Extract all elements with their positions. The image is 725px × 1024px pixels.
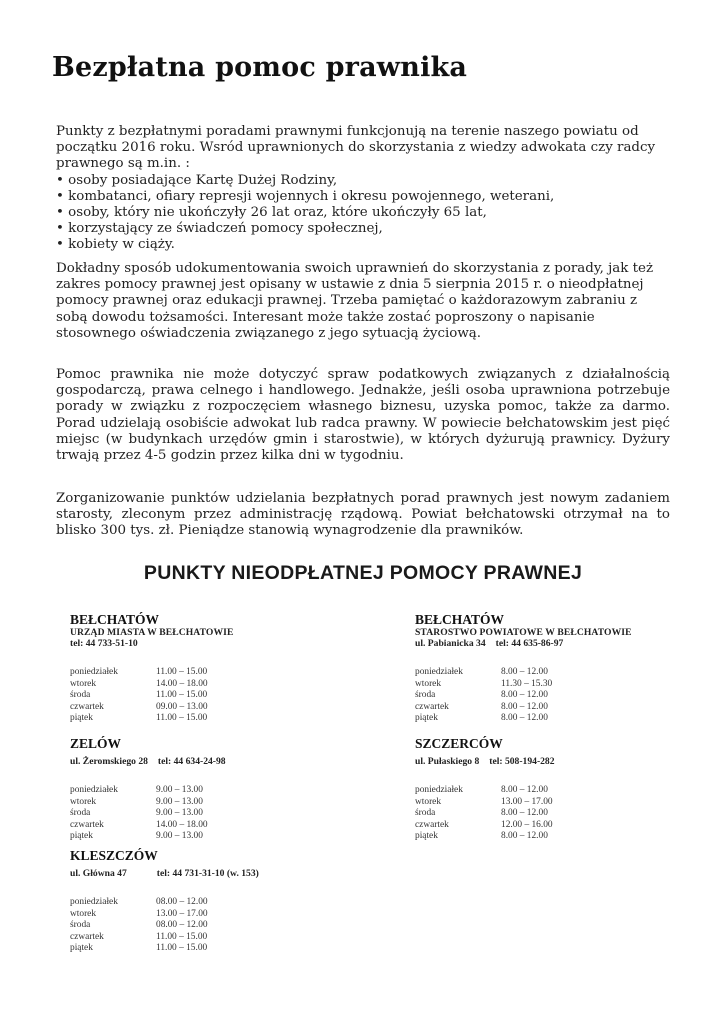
paragraph-scope: Pomoc prawnika nie może dotyczyć spraw podatkowych związanych z działalnością gospodarczą, prawa celnego i handlowego. Jednakże, jeśli osoba uprawniona potrzebuje porady w związku z rozpoczęciem własnego biznesu, uzyska pomoc, także za darmo. Porad udzielają osobiście adwokat lub radca prawny. W powiecie bełchatowskim jest pięć miejsc (w budynkach urzędów gmin i starostwie), w których dyżurują prawnicy. Dyżury trwają przez 4-5 godzin przez kilka dni w tygodniu. <box>56 367 670 464</box>
hours-row <box>70 679 234 691</box>
hours-time: 8.00 – 12.00 <box>501 785 548 795</box>
hours-day: piątek <box>70 943 93 954</box>
poster-title: PUNKTY NIEODPŁATNEJ POMOCY PRAWNEJ <box>143 562 583 584</box>
hours-day: piątek <box>70 713 93 724</box>
hours-time: 9.00 – 13.00 <box>156 808 203 819</box>
hours-time: 09.00 – 13.00 <box>156 701 208 712</box>
hours-time: 8.00 – 12.00 <box>501 713 548 724</box>
office-szczercow <box>415 736 571 843</box>
office-contact <box>415 756 571 767</box>
hours-row <box>415 702 632 714</box>
office-belchatow-county <box>415 612 632 725</box>
hours-time: 8.00 – 12.00 <box>501 667 548 677</box>
hours-time: 8.00 – 12.00 <box>501 701 548 712</box>
hours-time: 14.00 – 18.00 <box>156 819 208 830</box>
office-institution: STAROSTWO POWIATOWE W BEŁCHATOWIE <box>415 627 632 638</box>
hours-day: środa <box>70 690 91 701</box>
legal-aid-poster <box>56 558 670 958</box>
office-phone: tel: 508-194-282 <box>489 756 555 767</box>
hours-row <box>70 690 234 702</box>
office-phone: tel: 44 634-24-98 <box>157 756 226 767</box>
hours-day: czwartek <box>70 931 104 942</box>
hours-row <box>415 797 571 809</box>
office-city: BEŁCHATÓW <box>70 612 160 627</box>
hours-day: środa <box>70 920 91 931</box>
hours-row <box>415 690 632 702</box>
office-hours <box>415 667 632 725</box>
office-hours <box>70 785 226 843</box>
office-address: ul. Pabianicka 34 <box>415 638 486 649</box>
hours-row <box>415 713 632 725</box>
hours-time: 11.00 – 15.00 <box>156 713 208 724</box>
office-contact <box>70 868 259 879</box>
hours-row <box>70 920 259 932</box>
hours-row <box>70 702 234 714</box>
hours-time: 13.00 – 17.00 <box>156 908 208 919</box>
hours-day: piątek <box>70 831 93 842</box>
hours-day: środa <box>70 808 91 819</box>
office-institution: URZĄD MIASTA W BEŁCHATOWIE <box>70 627 234 638</box>
hours-time: 11.00 – 15.00 <box>156 931 208 942</box>
hours-time: 8.00 – 12.00 <box>501 690 548 701</box>
hours-time: 11.00 – 15.00 <box>156 690 208 701</box>
hours-day: wtorek <box>70 678 97 689</box>
hours-day: piątek <box>415 713 438 724</box>
hours-time: 11.00 – 15.00 <box>156 667 208 677</box>
hours-time: 9.00 – 13.00 <box>156 785 203 795</box>
office-zelow <box>70 736 226 843</box>
hours-row <box>70 932 259 944</box>
hours-row <box>70 713 234 725</box>
page-title: Bezpłatna pomoc prawnika <box>52 52 468 83</box>
hours-day: środa <box>415 808 436 819</box>
hours-row <box>415 831 571 843</box>
hours-day: wtorek <box>415 796 442 807</box>
hours-row <box>70 909 259 921</box>
hours-time: 14.00 – 18.00 <box>156 678 208 689</box>
hours-time: 8.00 – 12.00 <box>501 831 548 842</box>
list-item: • kombatanci, ofiary represji wojennych i okresu powojennego, weterani, <box>56 189 676 205</box>
paragraph-funding: Zorganizowanie punktów udzielania bezpłatnych porad prawnych jest nowym zadaniem starosty, zleconym przez administrację rządową. Powiat bełchatowski otrzymał na to blisko 300 tys. zł. Pieniądze stanowią wynagrodzenie dla prawników. <box>56 491 670 539</box>
list-item: • osoby posiadające Kartę Dużej Rodziny, <box>56 173 676 189</box>
hours-row <box>70 820 226 832</box>
office-kleszczow <box>70 848 259 955</box>
hours-row <box>70 667 234 679</box>
office-address: ul. Żeromskiego 28 <box>70 756 148 767</box>
hours-row <box>70 897 259 909</box>
office-city: SZCZERCÓW <box>415 736 503 751</box>
office-city: ZELÓW <box>70 736 122 751</box>
office-address: ul. Główna 47 <box>70 868 127 879</box>
hours-day: wtorek <box>70 796 97 807</box>
hours-day: wtorek <box>415 678 442 689</box>
office-hours <box>70 897 259 955</box>
paragraph-documentation: Dokładny sposób udokumentowania swoich uprawnień do skorzystania z porady, jak też zakres pomocy prawnej jest opisany w ustawie z dnia 5 sierpnia 2015 r. o nieodpłatnej pomocy prawnej oraz edukacji prawnej. Trzeba pamiętać o każdorazowym zabraniu z sobą dowodu tożsamości. Interesant może także zostać poproszony o napisanie stosownego oświadczenia związanego z jego sytuacją życiową. <box>56 261 654 341</box>
hours-day: wtorek <box>70 908 97 919</box>
hours-time: 9.00 – 13.00 <box>156 796 203 807</box>
intro-section <box>56 124 676 254</box>
office-hours <box>70 667 234 725</box>
hours-row <box>70 785 226 797</box>
hours-row <box>415 808 571 820</box>
hours-day: piątek <box>415 831 438 842</box>
hours-time: 12.00 – 16.00 <box>501 819 553 830</box>
hours-time: 13.00 – 17.00 <box>501 796 553 807</box>
office-contact <box>415 638 632 649</box>
hours-row <box>70 808 226 820</box>
office-address: ul. Pułaskiego 8 <box>415 756 480 767</box>
hours-time: 8.00 – 12.00 <box>501 808 548 819</box>
hours-day: poniedziałek <box>415 785 463 795</box>
hours-row <box>70 797 226 809</box>
hours-day: poniedziałek <box>70 897 118 907</box>
hours-day: czwartek <box>415 701 449 712</box>
list-item: • korzystający ze świadczeń pomocy społecznej, <box>56 221 676 237</box>
hours-day: poniedziałek <box>70 667 118 677</box>
hours-time: 9.00 – 13.00 <box>156 831 203 842</box>
hours-time: 11.30 – 15.30 <box>501 678 553 689</box>
hours-day: czwartek <box>70 701 104 712</box>
hours-day: poniedziałek <box>70 785 118 795</box>
office-belchatow-city <box>70 612 234 725</box>
office-phone: tel: 44 733-51-10 <box>70 638 138 649</box>
hours-row <box>70 943 259 955</box>
office-phone: tel: 44 635-86-97 <box>495 638 564 649</box>
hours-day: czwartek <box>415 819 449 830</box>
hours-day: czwartek <box>70 819 104 830</box>
office-contact <box>70 756 226 767</box>
list-item: • osoby, który nie ukończyły 26 lat oraz, które ukończyły 65 lat, <box>56 205 676 221</box>
hours-row <box>415 667 632 679</box>
hours-row <box>415 785 571 797</box>
hours-time: 08.00 – 12.00 <box>156 897 208 907</box>
hours-day: środa <box>415 690 436 701</box>
office-hours <box>415 785 571 843</box>
office-phone: tel: 44 731-31-10 (w. 153) <box>156 868 259 879</box>
hours-day: poniedziałek <box>415 667 463 677</box>
hours-row <box>415 679 632 691</box>
list-item: • kobiety w ciąży. <box>56 237 676 253</box>
intro-lead: Punkty z bezpłatnymi poradami prawnymi funkcjonują na terenie naszego powiatu od początku 2016 roku. Wsród uprawnionych do skorzystania z wiedzy adwokata czy radcy prawnego są m.in. : <box>56 124 656 172</box>
office-city: BEŁCHATÓW <box>415 612 505 627</box>
office-city: KLESZCZÓW <box>70 848 158 863</box>
hours-time: 08.00 – 12.00 <box>156 920 208 931</box>
hours-row <box>415 820 571 832</box>
hours-row <box>70 831 226 843</box>
eligibility-list <box>56 173 676 254</box>
hours-time: 11.00 – 15.00 <box>156 943 208 954</box>
